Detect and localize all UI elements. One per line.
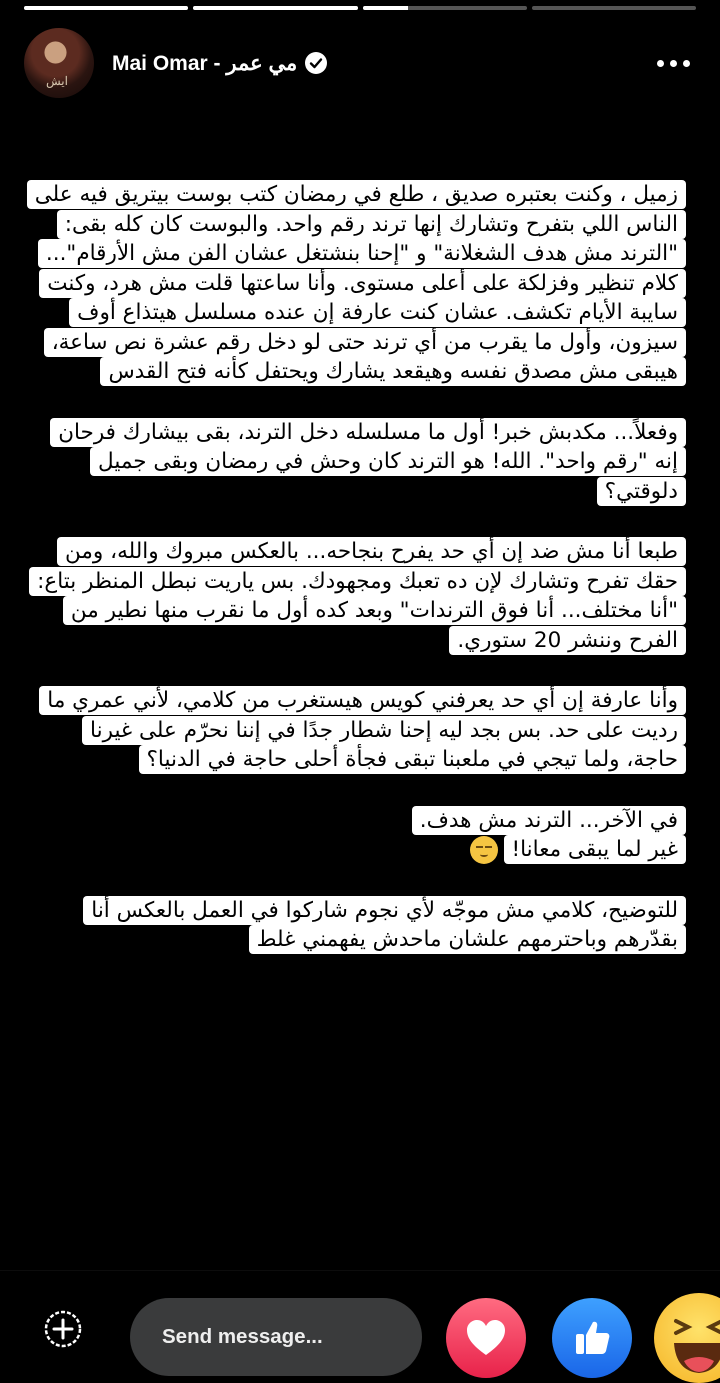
progress-segment: [363, 6, 527, 10]
haha-reaction-icon[interactable]: [654, 1293, 720, 1383]
paragraph-6: للتوضيح، كلامي مش موجّه لأي نجوم شاركوا في العمل بالعكس أنا بقدّرهم وباحترمهم علشان ماحدش يفهمني غلط: [34, 896, 686, 955]
paragraph-2: وفعلاً... مكدبش خبر! أول ما مسلسله دخل الترند، بقى بيشارك فرحان إنه "رقم واحد". الله! هو الترند كان وحش في رمضان وبقى جميل دلوقتي؟: [34, 418, 686, 507]
avatar[interactable]: [24, 28, 94, 98]
paragraph-5: في الآخر... الترند مش هدف. غير لما يبقى معانا!: [34, 806, 686, 865]
avatar-caption: ايش: [46, 74, 68, 88]
send-message-placeholder: Send message...: [162, 1325, 323, 1348]
story-text: [34, 180, 686, 986]
story-header: [24, 28, 696, 98]
progress-segment: [193, 6, 357, 10]
profile-name[interactable]: Mai Omar - مي عمر: [112, 51, 298, 75]
verified-check-icon: [305, 52, 327, 74]
more-options-icon[interactable]: [657, 60, 696, 67]
paragraph-3: طبعا أنا مش ضد إن أي حد يفرح بنجاحه... بالعكس مبروك والله، ومن حقك تفرح وتشارك لإن ده تعبك ومجهودك. بس ياريت نبطل المنظر بتاع: "أنا مختلف... أنا فوق الترندات" وبعد كده أول ما نقرب منها نطير من الفرح وننشر 20 ستوري.: [34, 537, 686, 655]
relieved-face-emoji-icon: [470, 836, 498, 864]
paragraph-4: وأنا عارفة إن أي حد يعرفني كويس هيستغرب من كلامي، لأني عمري ما رديت على حد. بس بجد ليه إحنا شطار جدًا في إننا نحرّم على غيرنا حاجة، ولما تيجي في ملعبنا تبقى فجأة أحلى حاجة في الدنيا؟: [34, 686, 686, 775]
progress-segment: [532, 6, 696, 10]
heart-reaction-icon[interactable]: [446, 1298, 526, 1378]
story-progress: [24, 6, 696, 10]
profile-name-wrap[interactable]: [112, 51, 327, 76]
send-message-input[interactable]: [130, 1298, 422, 1376]
progress-segment: [24, 6, 188, 10]
reply-bar: [0, 1270, 720, 1379]
add-circle-icon[interactable]: [38, 1304, 88, 1354]
paragraph-1: زميل ، وكنت بعتبره صديق ، طلع في رمضان كتب بوست بيتريق فيه على الناس اللي بتفرح وتشارك إنها ترند رقم واحد. والبوست كان كله بقى: "الترند مش هدف الشغلانة" و "إحنا بنشتغل عشان الفن مش الأرقام"... كلام تنظير وفزلكة على أعلى مستوى. وأنا ساعتها قلت مش هرد، وكنت سايبة الأيام تكشف. عشان كنت عارفة إن عنده مسلسل هيتذاع أوف سيزون، وأول ما يقرب من أي ترند حتى لو دخل رقم عشرة نص ساعة، هيبقى مش مصدق نفسه وهيقعد يشارك ويحتفل كأنه فتح القدس: [34, 180, 686, 387]
like-reaction-icon[interactable]: [552, 1298, 632, 1378]
